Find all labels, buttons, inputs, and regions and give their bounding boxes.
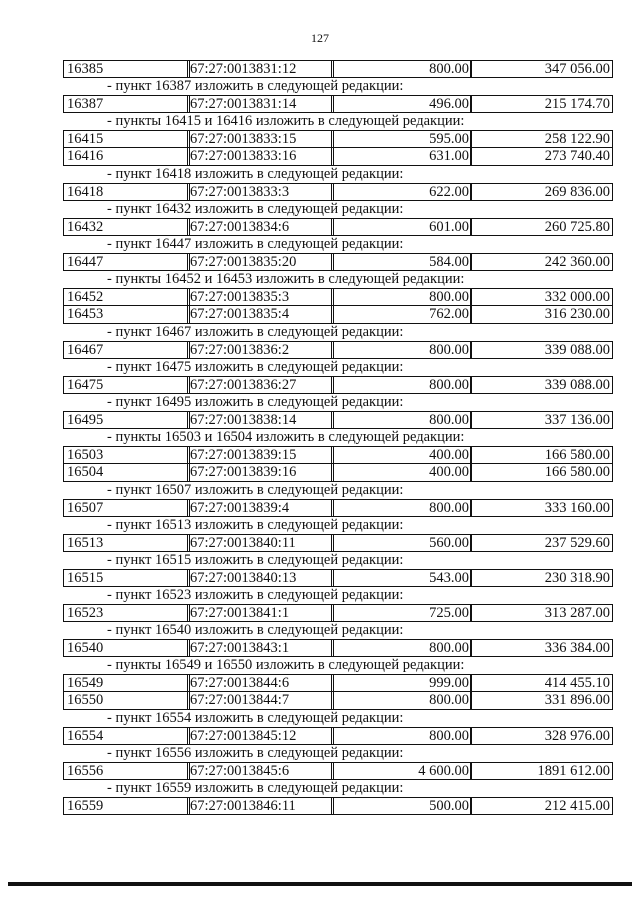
value-cell: 260 725.80 — [470, 218, 613, 236]
area-cell: 595.00 — [331, 130, 472, 148]
table-row — [63, 341, 612, 359]
table-row — [63, 499, 612, 517]
amendment-note: - пункт 16475 изложить в следующей редакции: — [107, 359, 404, 375]
area-cell: 4 600.00 — [331, 762, 472, 780]
item-number-cell: 16554 — [63, 727, 190, 745]
item-number-cell: 16387 — [63, 95, 190, 113]
cadastral-number-cell: 67:27:0013843:1 — [187, 639, 334, 657]
cadastral-number-cell: 67:27:0013846:11 — [187, 797, 334, 815]
cadastral-number-cell: 67:27:0013833:15 — [187, 130, 334, 148]
item-number-cell: 16467 — [63, 341, 190, 359]
value-cell: 1891 612.00 — [470, 762, 613, 780]
table-row — [63, 569, 612, 587]
area-cell: 560.00 — [331, 534, 472, 552]
item-number-cell: 16507 — [63, 499, 190, 517]
amendment-note: - пункты 16549 и 16550 изложить в следующей редакции: — [107, 657, 465, 673]
value-cell: 339 088.00 — [470, 341, 613, 359]
item-number-cell: 16515 — [63, 569, 190, 587]
value-cell: 328 976.00 — [470, 727, 613, 745]
table-row — [63, 534, 612, 552]
cadastral-number-cell: 67:27:0013833:16 — [187, 148, 334, 166]
cadastral-number-cell: 67:27:0013835:20 — [187, 253, 334, 271]
amendment-note: - пункт 16432 изложить в следующей редакции: — [107, 201, 404, 217]
cadastral-number-cell: 67:27:0013835:3 — [187, 288, 334, 306]
page-number: 127 — [311, 31, 329, 45]
value-cell: 336 384.00 — [470, 639, 613, 657]
value-cell: 269 836.00 — [470, 183, 613, 201]
item-number-cell: 16550 — [63, 692, 190, 710]
value-cell: 166 580.00 — [470, 464, 613, 482]
amendment-note: - пункт 16523 изложить в следующей редакции: — [107, 587, 404, 603]
amendment-note: - пункт 16556 изложить в следующей редакции: — [107, 745, 404, 761]
value-cell: 313 287.00 — [470, 604, 613, 622]
item-number-cell: 16415 — [63, 130, 190, 148]
table-row — [63, 60, 612, 78]
value-cell: 333 160.00 — [470, 499, 613, 517]
item-number-cell: 16504 — [63, 464, 190, 482]
table-row — [63, 253, 612, 271]
cadastral-number-cell: 67:27:0013839:16 — [187, 464, 334, 482]
value-cell: 273 740.40 — [470, 148, 613, 166]
cadastral-number-cell: 67:27:0013831:14 — [187, 95, 334, 113]
table-row — [63, 446, 612, 464]
amendment-note: - пункты 16415 и 16416 изложить в следующей редакции: — [107, 113, 465, 129]
area-cell: 601.00 — [331, 218, 472, 236]
table-row — [63, 639, 612, 657]
item-number-cell: 16549 — [63, 674, 190, 692]
value-cell: 339 088.00 — [470, 376, 613, 394]
area-cell: 800.00 — [331, 499, 472, 517]
value-cell: 230 318.90 — [470, 569, 613, 587]
item-number-cell: 16418 — [63, 183, 190, 201]
item-number-cell: 16416 — [63, 148, 190, 166]
item-number-cell: 16432 — [63, 218, 190, 236]
table-row — [63, 411, 612, 429]
value-cell: 332 000.00 — [470, 288, 613, 306]
area-cell: 800.00 — [331, 727, 472, 745]
table-row — [63, 797, 612, 815]
table-row — [63, 727, 612, 745]
area-cell: 500.00 — [331, 797, 472, 815]
area-cell: 800.00 — [331, 341, 472, 359]
value-cell: 166 580.00 — [470, 446, 613, 464]
item-number-cell: 16540 — [63, 639, 190, 657]
value-cell: 215 174.70 — [470, 95, 613, 113]
table-row — [63, 183, 612, 201]
value-cell: 258 122.90 — [470, 130, 613, 148]
table-row — [63, 464, 612, 482]
area-cell: 800.00 — [331, 376, 472, 394]
amendment-note: - пункт 16495 изложить в следующей редакции: — [107, 394, 404, 410]
area-cell: 400.00 — [331, 464, 472, 482]
table-row — [63, 692, 612, 710]
table-row — [63, 130, 612, 148]
value-cell: 212 415.00 — [470, 797, 613, 815]
cadastral-number-cell: 67:27:0013834:6 — [187, 218, 334, 236]
area-cell: 800.00 — [331, 639, 472, 657]
table-row — [63, 376, 612, 394]
item-number-cell: 16556 — [63, 762, 190, 780]
amendment-note: - пункты 16503 и 16504 изложить в следующей редакции: — [107, 429, 465, 445]
cadastral-number-cell: 67:27:0013839:15 — [187, 446, 334, 464]
amendment-note: - пункт 16513 изложить в следующей редакции: — [107, 517, 404, 533]
item-number-cell: 16559 — [63, 797, 190, 815]
amendment-note: - пункт 16554 изложить в следующей редакции: — [107, 710, 404, 726]
amendment-note: - пункт 16507 изложить в следующей редакции: — [107, 482, 404, 498]
area-cell: 631.00 — [331, 148, 472, 166]
value-cell: 331 896.00 — [470, 692, 613, 710]
amendment-note: - пункт 16418 изложить в следующей редакции: — [107, 166, 404, 182]
area-cell: 725.00 — [331, 604, 472, 622]
amendment-note: - пункт 16559 изложить в следующей редакции: — [107, 780, 404, 796]
cadastral-number-cell: 67:27:0013840:13 — [187, 569, 334, 587]
cadastral-number-cell: 67:27:0013836:27 — [187, 376, 334, 394]
cadastral-number-cell: 67:27:0013844:6 — [187, 674, 334, 692]
area-cell: 800.00 — [331, 60, 472, 78]
cadastral-number-cell: 67:27:0013838:14 — [187, 411, 334, 429]
table-row — [63, 288, 612, 306]
table-row — [63, 762, 612, 780]
cadastral-number-cell: 67:27:0013831:12 — [187, 60, 334, 78]
cadastral-number-cell: 67:27:0013844:7 — [187, 692, 334, 710]
table-row — [63, 218, 612, 236]
area-cell: 400.00 — [331, 446, 472, 464]
table-row — [63, 604, 612, 622]
cadastral-number-cell: 67:27:0013835:4 — [187, 306, 334, 324]
area-cell: 543.00 — [331, 569, 472, 587]
cadastral-number-cell: 67:27:0013839:4 — [187, 499, 334, 517]
value-cell: 237 529.60 — [470, 534, 613, 552]
value-cell: 347 056.00 — [470, 60, 613, 78]
item-number-cell: 16503 — [63, 446, 190, 464]
amendment-note: - пункт 16515 изложить в следующей редакции: — [107, 552, 404, 568]
item-number-cell: 16513 — [63, 534, 190, 552]
cadastral-number-cell: 67:27:0013845:12 — [187, 727, 334, 745]
cadastral-number-cell: 67:27:0013840:11 — [187, 534, 334, 552]
area-cell: 800.00 — [331, 288, 472, 306]
item-number-cell: 16523 — [63, 604, 190, 622]
area-cell: 762.00 — [331, 306, 472, 324]
value-cell: 242 360.00 — [470, 253, 613, 271]
item-number-cell: 16385 — [63, 60, 190, 78]
area-cell: 999.00 — [331, 674, 472, 692]
amendment-note: - пункт 16387 изложить в следующей редакции: — [107, 78, 404, 94]
amendment-note: - пункт 16447 изложить в следующей редакции: — [107, 236, 404, 252]
item-number-cell: 16452 — [63, 288, 190, 306]
table-row — [63, 306, 612, 324]
area-cell: 584.00 — [331, 253, 472, 271]
item-number-cell: 16453 — [63, 306, 190, 324]
item-number-cell: 16447 — [63, 253, 190, 271]
table-row — [63, 148, 612, 166]
amendment-note: - пункты 16452 и 16453 изложить в следующей редакции: — [107, 271, 465, 287]
area-cell: 800.00 — [331, 411, 472, 429]
item-number-cell: 16475 — [63, 376, 190, 394]
area-cell: 622.00 — [331, 183, 472, 201]
footer-rule — [8, 882, 632, 886]
table-row — [63, 674, 612, 692]
area-cell: 496.00 — [331, 95, 472, 113]
value-cell: 337 136.00 — [470, 411, 613, 429]
amendment-note: - пункт 16540 изложить в следующей редакции: — [107, 622, 404, 638]
area-cell: 800.00 — [331, 692, 472, 710]
value-cell: 316 230.00 — [470, 306, 613, 324]
table-row — [63, 95, 612, 113]
cadastral-number-cell: 67:27:0013845:6 — [187, 762, 334, 780]
cadastral-number-cell: 67:27:0013836:2 — [187, 341, 334, 359]
amendments-table — [63, 60, 612, 815]
cadastral-number-cell: 67:27:0013833:3 — [187, 183, 334, 201]
amendment-note: - пункт 16467 изложить в следующей редакции: — [107, 324, 404, 340]
value-cell: 414 455.10 — [470, 674, 613, 692]
item-number-cell: 16495 — [63, 411, 190, 429]
cadastral-number-cell: 67:27:0013841:1 — [187, 604, 334, 622]
